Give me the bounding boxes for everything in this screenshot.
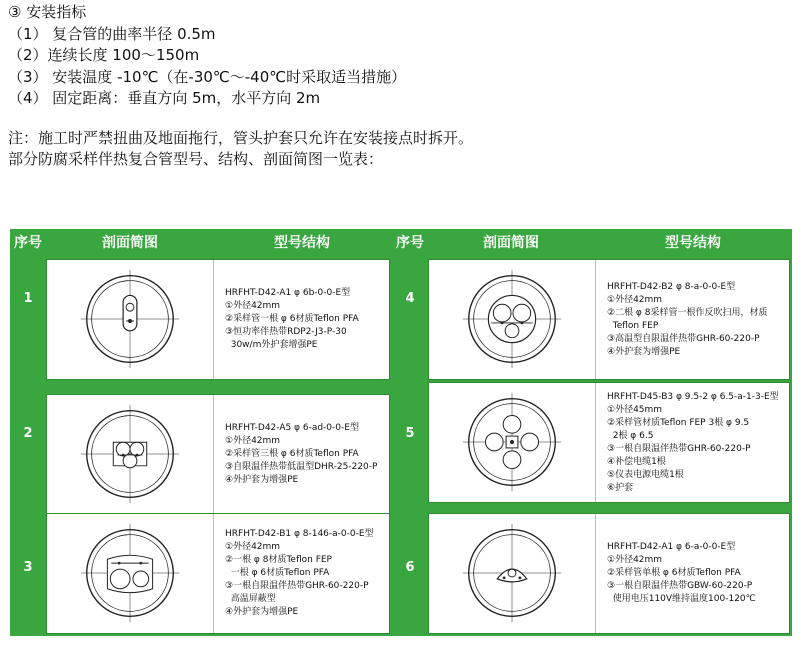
cross-section-diagram <box>47 260 213 379</box>
row-number: 6 <box>405 560 415 575</box>
model-spec <box>225 260 385 379</box>
header-model-left: 型号结构 <box>274 235 330 251</box>
cross-section-diagram <box>47 514 213 633</box>
intro-text <box>8 2 798 171</box>
spec-line: ①外径42mm <box>225 542 281 552</box>
table-row <box>428 513 790 634</box>
spec-line: 使用电压110V维持温度100-120℃ <box>607 594 756 604</box>
cross-section-diagram <box>47 395 213 514</box>
spec-line: Teflon FEP <box>607 320 659 331</box>
header-section-left: 剖面简图 <box>102 235 158 251</box>
spec-line: ②采样管三根 φ 6材质Teflon PFA <box>225 449 359 459</box>
spec-line: ①外径42mm <box>225 436 281 446</box>
row-number: 3 <box>23 560 33 575</box>
header-seq-left: 序号 <box>14 235 42 251</box>
cross-section-diagram <box>429 260 595 379</box>
table-row <box>46 513 390 634</box>
spec-line: ③一根自限温伴热带GHR-60-220-P <box>225 581 369 591</box>
spec-line: ⑥护套 <box>607 482 634 493</box>
cross-section-diagram <box>429 514 595 633</box>
spec-line: ④外护套为增强PE <box>225 607 299 617</box>
spec-line: HRFHT-D42-A1 φ 6b-0-0-E型 <box>225 288 351 298</box>
spec-line: HRFHT-D42-A1 φ 6-a-0-0-E型 <box>607 542 736 552</box>
row-number: 4 <box>405 291 415 306</box>
spec-line: ①外径42mm <box>607 555 663 565</box>
header-seq-right: 序号 <box>396 235 424 251</box>
spec-line: 高温屏蔽型 <box>225 594 276 604</box>
model-spec <box>225 395 385 514</box>
table-row <box>428 259 790 380</box>
spec-line: HRFHT-D42-B2 φ 8-a-0-0-E型 <box>607 281 736 292</box>
spec-line: ②采样管单根 φ 6材质Teflon PFA <box>607 568 741 578</box>
note-line: 部分防腐采样伴热复合管型号、结构、剖面简图一览表： <box>8 150 384 168</box>
intro-line: （2）连续长度 100～150m <box>8 46 200 64</box>
spec-line: ④外护套为增强PE <box>607 346 681 357</box>
spec-line: 2根 φ 6.5 <box>607 430 654 441</box>
spec-line: ③自限温伴热带低温型DHR-25-220-P <box>225 462 378 472</box>
spec-line: ②采样管一根 φ 6材质Teflon PFA <box>225 314 359 324</box>
spec-line: ⑤仪表电源电缆1根 <box>607 469 684 480</box>
model-spec <box>607 383 785 502</box>
spec-line: ①外径42mm <box>607 294 663 305</box>
spec-line: ②一根 φ 8材质Teflon FEP <box>225 555 332 565</box>
spec-line: ③恒功率伴热带RDP2-J3-P-30 <box>225 327 347 337</box>
model-spec <box>607 514 785 633</box>
spec-line: ④补偿电缆1根 <box>607 456 666 467</box>
spec-line: ③一根自限温伴热带GHR-60-220-P <box>607 443 751 454</box>
spec-line: ①外径42mm <box>225 301 281 311</box>
row-number: 5 <box>405 426 415 441</box>
spec-line: ②二根 φ 8采样管一根作反吹扫用，材质 <box>607 307 768 318</box>
spec-line: 30w/m外护套增强PE <box>225 340 318 350</box>
spec-line: ③高温型自限温伴热带GHR-60-220-P <box>607 333 760 344</box>
spec-line: 一根 φ 6材质Teflon PFA <box>225 568 330 578</box>
table-row <box>46 259 390 380</box>
row-number: 1 <box>23 291 33 306</box>
spec-line: ①外径45mm <box>607 404 663 415</box>
table-row <box>46 394 390 515</box>
intro-line: （3） 安装温度 -10℃（在-30℃～-40℃时采取适当措施） <box>8 67 407 86</box>
spec-line: HRFHT-D42-A5 φ 6-ad-0-0-E型 <box>225 423 359 433</box>
table-row <box>428 382 790 503</box>
spec-line: ②采样管材质Teflon FEP 3根 φ 9.5 <box>607 417 750 428</box>
header-section-right: 剖面简图 <box>483 235 539 251</box>
spec-line: ③一根自限温伴热带GBW-60-220-P <box>607 581 753 591</box>
model-spec <box>225 514 385 633</box>
spec-line: HRFHT-D45-B3 φ 9.5-2 φ 6.5-a-1-3-E型 <box>607 391 779 402</box>
spec-line: HRFHT-D42-B1 φ 8-146-a-0-0-E型 <box>225 529 374 539</box>
model-table <box>10 229 792 636</box>
intro-line: （1） 复合管的曲率半径 0.5m <box>8 24 216 43</box>
intro-line: （4） 固定距离：垂直方向 5m，水平方向 2m <box>8 89 321 107</box>
model-spec <box>607 260 785 379</box>
cross-section-diagram <box>429 383 595 502</box>
header-model-right: 型号结构 <box>665 235 721 251</box>
spec-line: ④外护套为增强PE <box>225 475 299 485</box>
row-number: 2 <box>23 426 33 441</box>
note-line: 注：施工时严禁扭曲及地面拖行，管头护套只允许在安装接点时拆开。 <box>8 128 474 147</box>
intro-line: ③ 安装指标 <box>8 3 87 21</box>
